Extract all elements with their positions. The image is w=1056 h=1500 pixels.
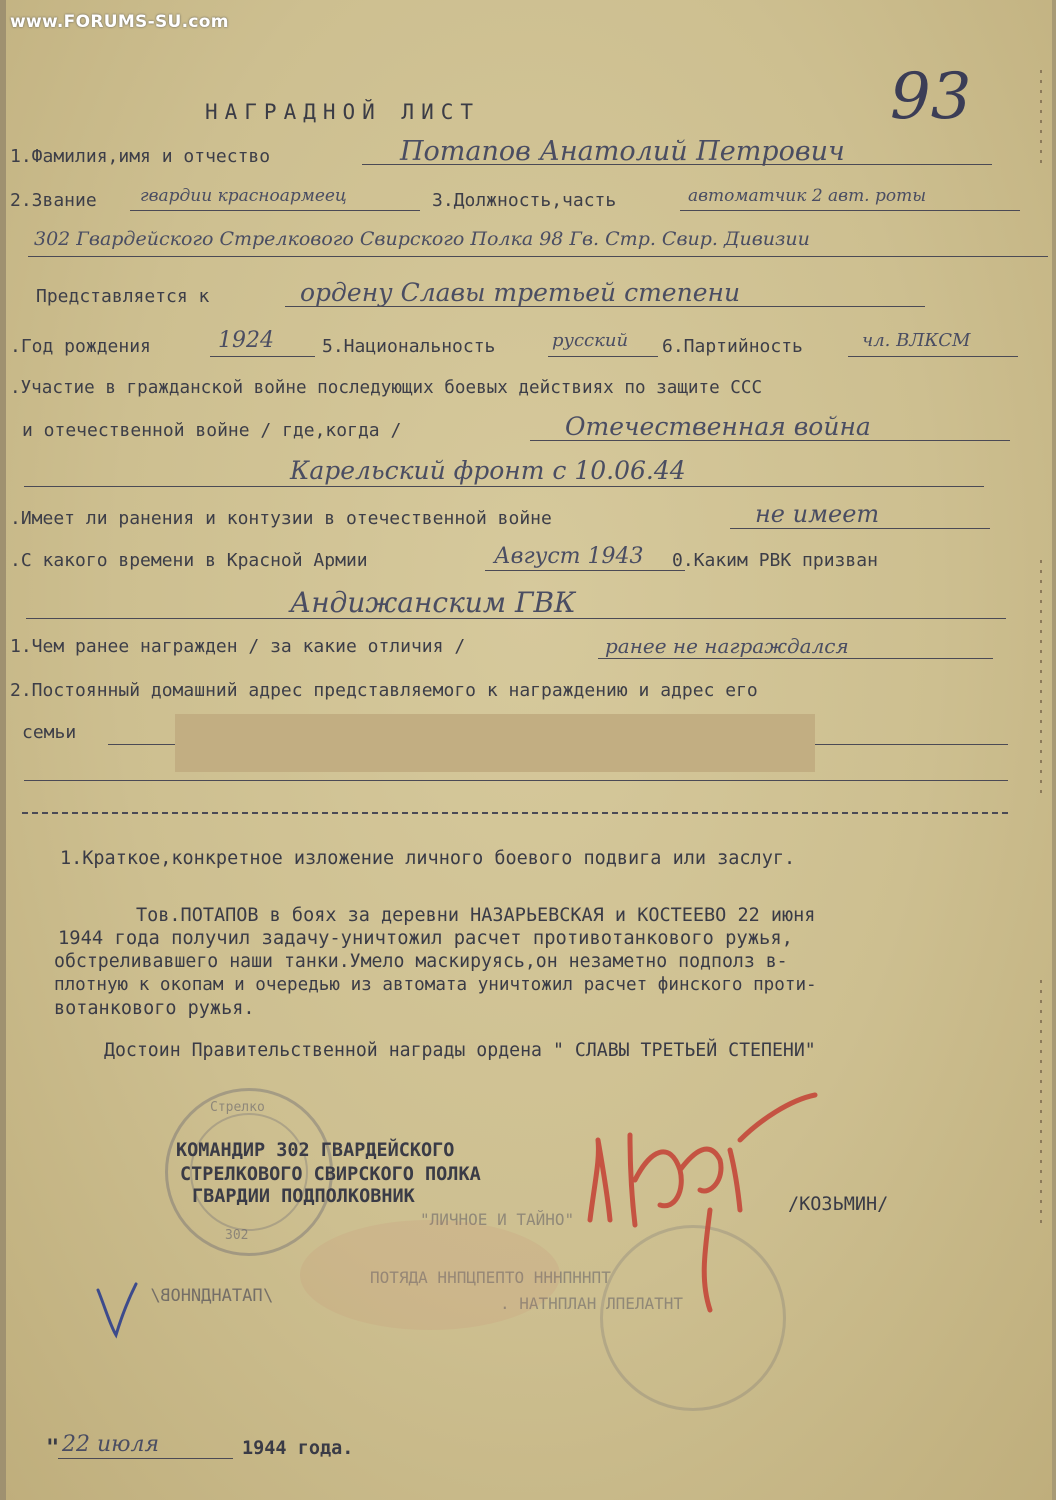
document-title: НАГРАДНОЙ ЛИСТ bbox=[205, 100, 481, 124]
signature-line-2: СТРЕЛКОВОГО СВИРСКОГО ПОЛКА bbox=[180, 1164, 481, 1185]
field-birth-year-value: 1924 bbox=[218, 328, 274, 353]
field-rank-value: гвардии красноармеец bbox=[140, 186, 347, 206]
field-rank-label: 2.Звание bbox=[10, 190, 97, 211]
field-combat-label-b: и отечественной войне / где,когда / bbox=[22, 420, 402, 441]
field-wounds-value: не имеет bbox=[755, 500, 880, 528]
bleed-through-faint-line-b: . НАТНПЛАН ЛПЕЛАТНТ bbox=[500, 1294, 684, 1313]
left-edge-shadow bbox=[0, 0, 6, 1500]
presented-value: ордену Славы третьей степени bbox=[300, 278, 741, 307]
field-rank-underline bbox=[130, 210, 420, 211]
field-draft-office-label: 0.Каким РВК призван bbox=[672, 550, 878, 571]
pink-ink-smudge bbox=[300, 1220, 560, 1330]
field-party-label: 6.Партийность bbox=[662, 336, 803, 357]
seal-left-fragment: Стрелко bbox=[210, 1100, 265, 1115]
field-wounds-label: .Имеет ли ранения и контузии в отечественной войне bbox=[10, 508, 552, 529]
field-combat-underline-a bbox=[530, 440, 1010, 441]
date-year: 1944 года. bbox=[242, 1438, 354, 1459]
field-position-value-cont: 302 Гвардейского Стрелкового Свирского Полка 98 Гв. Стр. Свир. Дивизии bbox=[34, 228, 810, 250]
field-name-underline bbox=[362, 164, 992, 165]
field-nationality-value: русский bbox=[552, 330, 629, 351]
field-name-label: 1.Фамилия,имя и отчество bbox=[10, 146, 271, 167]
field-combat-underline-b bbox=[24, 486, 984, 487]
field-army-since-underline bbox=[485, 570, 685, 571]
feat-line-4: плотную к окопам и очередью из автомата уничтожил расчет финского проти- bbox=[54, 975, 817, 995]
section-separator bbox=[22, 812, 1008, 814]
field-address-label-b: семьи bbox=[22, 722, 77, 743]
blue-check-mark bbox=[92, 1280, 142, 1340]
field-combat-label-a: .Участие в гражданской войне последующих боевых действиях по защите ССС bbox=[10, 378, 763, 398]
date-day-month: 22 июля bbox=[62, 1432, 160, 1457]
field-combat-value-a: Отечественная война bbox=[565, 412, 871, 441]
presented-label: Представляется к bbox=[36, 286, 210, 307]
field-position-cont-underline bbox=[28, 256, 1048, 257]
award-conclusion: Достоин Правительственной награды ордена " СЛАВЫ ТРЕТЬЕЙ СТЕПЕНИ" bbox=[104, 1040, 816, 1061]
bleed-through-faint-line-a: ПОТЯДА ННПЦПЕПТО НННПННПТ bbox=[370, 1268, 611, 1287]
field-army-since-label: .С какого времени в Красной Армии bbox=[10, 550, 368, 571]
seal-left-number: 302 bbox=[225, 1228, 249, 1243]
field-draft-office-underline bbox=[26, 618, 1006, 619]
signature-name: /КОЗЬМИН/ bbox=[788, 1194, 889, 1215]
date-quote: " bbox=[46, 1436, 60, 1461]
field-party-underline bbox=[848, 356, 1018, 357]
redaction-mask bbox=[175, 714, 815, 772]
commander-signature-red bbox=[560, 1080, 860, 1320]
field-army-since-value: Август 1943 bbox=[494, 544, 644, 569]
field-position-value: автоматчик 2 авт. роты bbox=[688, 186, 927, 206]
field-draft-office-value: Андижанским ГВК bbox=[290, 586, 576, 619]
presented-underline bbox=[285, 306, 925, 307]
perforation-top bbox=[1040, 70, 1042, 170]
field-address-underline-b bbox=[24, 780, 1008, 781]
bleed-through-text-1: /ПАТАНДИНОВ/ bbox=[150, 1286, 273, 1306]
site-watermark[interactable]: www.FORUMS-SU.com bbox=[10, 12, 229, 32]
feat-heading: 1.Краткое,конкретное изложение личного боевого подвига или заслуг. bbox=[60, 848, 796, 869]
date-underline bbox=[58, 1458, 233, 1459]
field-prior-awards-label: 1.Чем ранее награжден / за какие отличия / bbox=[10, 636, 466, 657]
signature-line-1: КОМАНДИР 302 ГВАРДЕЙСКОГО bbox=[176, 1140, 455, 1161]
field-prior-awards-value: ранее не награждался bbox=[605, 634, 849, 658]
field-birth-year-label: .Год рождения bbox=[10, 336, 151, 357]
archive-corner-mark: 93 bbox=[890, 60, 972, 134]
right-edge-shadow bbox=[1052, 0, 1056, 1500]
field-birth-year-underline bbox=[210, 356, 315, 357]
feat-line-3: обстреливавшего наши танки.Умело маскируясь,он незаметно подполз в- bbox=[54, 951, 788, 972]
field-name-value: Потапов Анатолий Петрович bbox=[400, 136, 845, 167]
field-position-underline bbox=[680, 210, 1020, 211]
field-position-label: 3.Должность,часть bbox=[432, 190, 617, 211]
field-wounds-underline bbox=[730, 528, 990, 529]
perforation-bottom bbox=[1040, 980, 1042, 1230]
feat-line-1: Тов.ПОТАПОВ в боях за деревни НАЗАРЬЕВСКАЯ и КОСТЕЕВО 22 июня bbox=[136, 905, 816, 926]
field-party-value: чл. ВЛКСМ bbox=[862, 330, 971, 351]
field-combat-value-b: Карельский фронт с 10.06.44 bbox=[290, 456, 686, 485]
field-address-label-a: 2.Постоянный домашний адрес представляемого к награждению и адрес его bbox=[10, 680, 758, 701]
signature-line-3: ГВАРДИИ ПОДПОЛКОВНИК bbox=[192, 1186, 415, 1207]
bleed-through-text-2: "ЛИЧНОЕ И ТАЙНО" bbox=[420, 1210, 575, 1229]
field-nationality-underline bbox=[548, 356, 658, 357]
feat-line-2: 1944 года получил задачу-уничтожил расчет противотанкового ружья, bbox=[58, 928, 793, 949]
field-prior-awards-underline bbox=[598, 658, 993, 659]
feat-line-5: вотанкового ружья. bbox=[54, 998, 255, 1019]
field-nationality-label: 5.Национальность bbox=[322, 336, 496, 357]
perforation-middle bbox=[1040, 560, 1042, 800]
